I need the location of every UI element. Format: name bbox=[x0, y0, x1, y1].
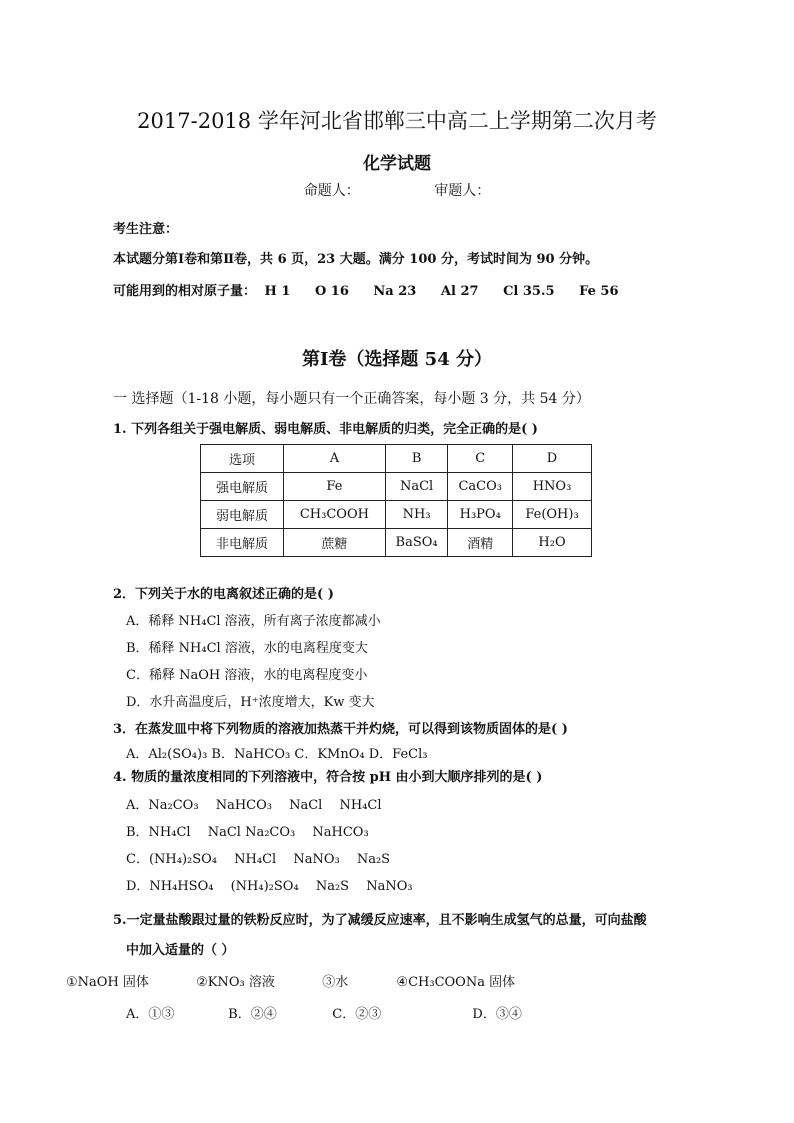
q4-c-item: NH₄Cl bbox=[234, 852, 277, 867]
table-cell: H₂O bbox=[513, 529, 592, 557]
table-cell: CaCO₃ bbox=[448, 473, 513, 501]
table-cell: D bbox=[513, 445, 592, 473]
table-cell: 酒精 bbox=[448, 529, 513, 557]
q5-option: C．②③ bbox=[332, 1007, 382, 1022]
q4-option-c bbox=[126, 848, 403, 867]
q5-reagent: ②KNO₃ 溶液 bbox=[196, 975, 275, 990]
q4-b-item: NaCl Na₂CO₃ bbox=[207, 825, 296, 840]
q5-reagent: ③水 bbox=[322, 975, 349, 990]
q4-d-item: D．NH₄HSO₄ bbox=[126, 879, 214, 894]
table-cell: A bbox=[284, 445, 386, 473]
section-instruction: 一 选择题（1-18 小题，每小题只有一个正确答案，每小题 3 分，共 54 分） bbox=[113, 391, 590, 407]
table-cell: NH₃ bbox=[385, 501, 448, 529]
table-cell: CH₃COOH bbox=[284, 501, 386, 529]
q5-option: D．③④ bbox=[472, 1007, 522, 1022]
table-cell: NaCl bbox=[385, 473, 448, 501]
section-title: 第Ⅰ卷（选择题 54 分） bbox=[301, 349, 492, 370]
table-cell: B bbox=[385, 445, 448, 473]
q3-options: A．Al₂(SO₄)₃ B．NaHCO₃ C．KMnO₄ D．FeCl₃ bbox=[126, 747, 428, 762]
q2-stem: 2．下列关于水的电离叙述正确的是( ) bbox=[113, 587, 334, 602]
q4-c-item: Na₂S bbox=[356, 852, 391, 867]
q4-option-b bbox=[126, 821, 382, 840]
q5-stem-line2: 中加入适量的（ ） bbox=[126, 943, 235, 958]
table-row bbox=[201, 501, 592, 529]
mass-o: O 16 bbox=[314, 284, 349, 299]
q4-c-item: NaNO₃ bbox=[293, 852, 340, 867]
q2-option-d: D．水升高温度后，H⁺浓度增大，Kw 变大 bbox=[126, 695, 375, 710]
q5-reagent: ④CH₃COONa 固体 bbox=[396, 975, 516, 990]
table-cell: BaSO₄ bbox=[385, 529, 448, 557]
exam-subtitle: 化学试题 bbox=[363, 154, 431, 174]
table-cell: 弱电解质 bbox=[201, 501, 284, 529]
notice-line: 本试题分第Ⅰ卷和第Ⅱ卷，共 6 页，23 大题。满分 100 分，考试时间为 90 分钟。 bbox=[113, 252, 599, 267]
atomic-mass-line bbox=[113, 280, 639, 299]
q4-a-item: NaCl bbox=[289, 798, 323, 813]
table-cell: Fe bbox=[284, 473, 386, 501]
mass-h: H 1 bbox=[264, 284, 291, 299]
q2-option-a: A．稀释 NH₄Cl 溶液，所有离子浓度都减小 bbox=[126, 614, 381, 629]
table-cell: H₃PO₄ bbox=[448, 501, 513, 529]
q1-stem: 1. 下列各组关于强电解质、弱电解质、非电解质的归类，完全正确的是( ) bbox=[113, 422, 538, 437]
q5-option: B．②④ bbox=[228, 1007, 277, 1022]
q1-table bbox=[200, 444, 592, 557]
q4-a-item: A．Na₂CO₃ bbox=[126, 798, 199, 813]
q5-reagent: ①NaOH 固体 bbox=[66, 975, 149, 990]
q4-a-item: NH₄Cl bbox=[339, 798, 382, 813]
mass-cl: Cl 35.5 bbox=[503, 284, 555, 299]
q4-stem: 4. 物质的量浓度相同的下列溶液中，符合按 pH 由小到大顺序排列的是( ) bbox=[113, 770, 543, 785]
table-cell: 强电解质 bbox=[201, 473, 284, 501]
q4-a-item: NaHCO₃ bbox=[215, 798, 272, 813]
q4-b-item: NaHCO₃ bbox=[312, 825, 369, 840]
q4-b-item: B．NH₄Cl bbox=[126, 825, 191, 840]
table-cell: 蔗糖 bbox=[284, 529, 386, 557]
mass-label: 可能用到的相对原子量： bbox=[113, 284, 257, 299]
q5-option: A．①③ bbox=[126, 1007, 175, 1022]
q3-stem: 3．在蒸发皿中将下列物质的溶液加热蒸干并灼烧，可以得到该物质固体的是( ) bbox=[113, 722, 568, 737]
notice-heading: 考生注意： bbox=[113, 222, 179, 237]
q5-reagents bbox=[66, 971, 515, 990]
table-cell: 非电解质 bbox=[201, 529, 284, 557]
q2-option-c: C．稀释 NaOH 溶液，水的电离程度变小 bbox=[126, 668, 368, 683]
table-row bbox=[201, 529, 592, 557]
q4-c-item: C．(NH₄)₂SO₄ bbox=[126, 852, 218, 867]
proposer-label: 命题人： bbox=[303, 183, 360, 199]
q4-option-d bbox=[126, 875, 426, 894]
mass-al: Al 27 bbox=[440, 284, 479, 299]
mass-na: Na 23 bbox=[373, 284, 417, 299]
q4-d-item: NaNO₃ bbox=[366, 879, 413, 894]
q4-d-item: (NH₄)₂SO₄ bbox=[230, 879, 299, 894]
table-row bbox=[201, 445, 592, 473]
table-row bbox=[201, 473, 592, 501]
q4-option-a bbox=[126, 794, 395, 813]
exam-title: 2017-2018 学年河北省邯郸三中高二上学期第二次月考 bbox=[137, 109, 657, 133]
table-cell: 选项 bbox=[201, 445, 284, 473]
authors-line bbox=[0, 180, 794, 200]
mass-fe: Fe 56 bbox=[579, 284, 619, 299]
table-cell: C bbox=[448, 445, 513, 473]
reviewer-label: 审题人： bbox=[434, 183, 491, 199]
table-cell: HNO₃ bbox=[513, 473, 592, 501]
q5-options bbox=[126, 1003, 522, 1022]
q2-option-b: B．稀释 NH₄Cl 溶液，水的电离程度变大 bbox=[126, 641, 368, 656]
q4-d-item: Na₂S bbox=[315, 879, 350, 894]
q5-stem-line1: 5.一定量盐酸跟过量的铁粉反应时，为了减缓反应速率，且不影响生成氢气的总量，可向盐酸 bbox=[113, 913, 647, 928]
table-cell: Fe(OH)₃ bbox=[513, 501, 592, 529]
